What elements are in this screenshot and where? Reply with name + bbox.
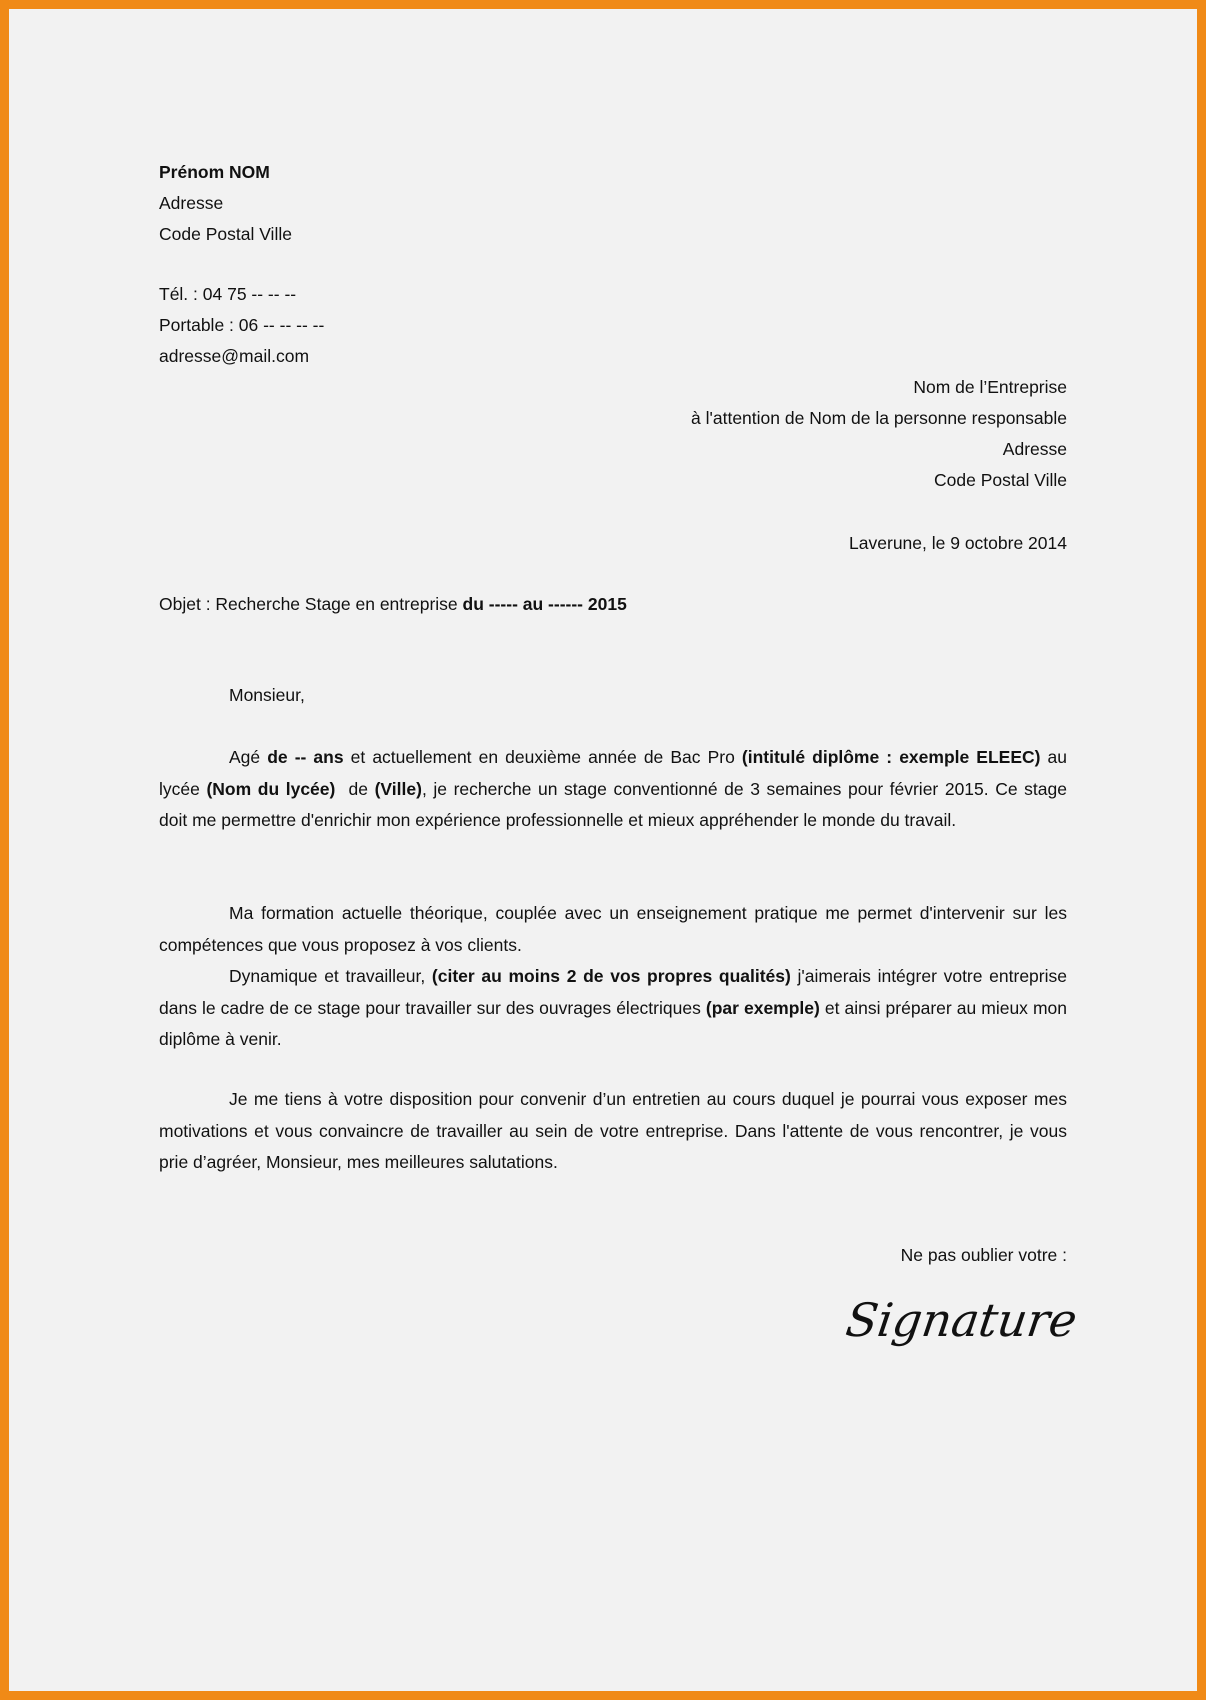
email-line: adresse@mail.com xyxy=(159,346,310,366)
recipient-address: Adresse xyxy=(1002,439,1067,459)
p1-diploma: (intitulé diplôme : exemple ELEEC) xyxy=(741,747,1041,767)
p4-text: Je me tiens à votre disposition pour convenir d’un entretien au cours duquel je pourrai vous exposer mes motivations et vous convaincre de travailler au sein de votre entreprise. Dans l'attente de vous rencontrer, je vous prie d’agréer, Monsieur, mes meilleures salutations. xyxy=(159,1089,1067,1172)
mobile-line: Portable : 06 -- -- -- -- xyxy=(159,315,325,335)
p1-school: (Nom du lycée) xyxy=(206,778,336,799)
p3-text-1: Dynamique et travailleur, xyxy=(229,966,432,986)
p1-text-4: de xyxy=(335,778,375,799)
salutation-block xyxy=(159,680,1067,711)
p1-age: de -- ans xyxy=(267,747,344,767)
p3-text-3: et ainsi préparer au mieux mon diplôme à venir. xyxy=(159,997,1068,1049)
sender-postal-city: Code Postal Ville xyxy=(159,224,292,244)
subject-dates: du ----- au ------ 2015 xyxy=(462,594,627,614)
signature-text: Signature xyxy=(842,1293,1081,1347)
closing-note: Ne pas oublier votre : xyxy=(900,1245,1067,1265)
date-line: Laverune, le 9 octobre 2014 xyxy=(849,533,1067,553)
recipient-block xyxy=(159,372,1067,496)
subject-prefix: Objet : Recherche Stage en entreprise xyxy=(159,594,463,614)
salutation: Monsieur, xyxy=(229,685,305,705)
recipient-company: Nom de l’Entreprise xyxy=(913,377,1067,397)
p1-city: (Ville) xyxy=(374,778,422,799)
phone-line: Tél. : 04 75 -- -- -- xyxy=(159,284,297,304)
p1-text-1: Agé xyxy=(229,747,268,767)
recipient-attention: à l'attention de Nom de la personne responsable xyxy=(691,408,1067,428)
date-block xyxy=(159,528,1067,559)
paragraph-4 xyxy=(159,1084,1067,1179)
p3-qualities: (citer au moins 2 de vos propres qualités) xyxy=(431,966,791,986)
signature-image xyxy=(842,1274,1081,1364)
sender-name: Prénom NOM xyxy=(159,162,270,182)
p1-text-2: et actuellement en deuxième année de Bac Pro xyxy=(343,747,742,767)
p1-text-3: au lycée xyxy=(159,747,1068,799)
contact-block xyxy=(159,279,1067,372)
p1-text-5: , je recherche un stage conventionné de 3 semaines pour février 2015. Ce stage doit me permettre d'enrichir mon expérience professionnelle et mieux appréhender le monde du travail. xyxy=(159,778,1067,830)
paragraph-2 xyxy=(159,898,1067,1056)
recipient-postal-city: Code Postal Ville xyxy=(934,470,1067,490)
p2-text: Ma formation actuelle théorique, couplée avec un enseignement pratique me permet d'intervenir sur les compétences que vous proposez à vos clients. xyxy=(159,903,1067,955)
paragraph-1 xyxy=(159,742,1067,837)
p3-example: (par exemple) xyxy=(705,997,820,1018)
paragraph-3 xyxy=(159,961,1067,1056)
sender-address: Adresse xyxy=(159,193,224,213)
closing-block xyxy=(159,1240,1067,1271)
sender-block xyxy=(159,157,1067,250)
p3-text-2: j'aimerais intégrer votre entreprise dans le cadre de ce stage pour travailler sur des ouvrages électriques xyxy=(159,966,1067,1018)
subject-line xyxy=(159,589,1067,620)
